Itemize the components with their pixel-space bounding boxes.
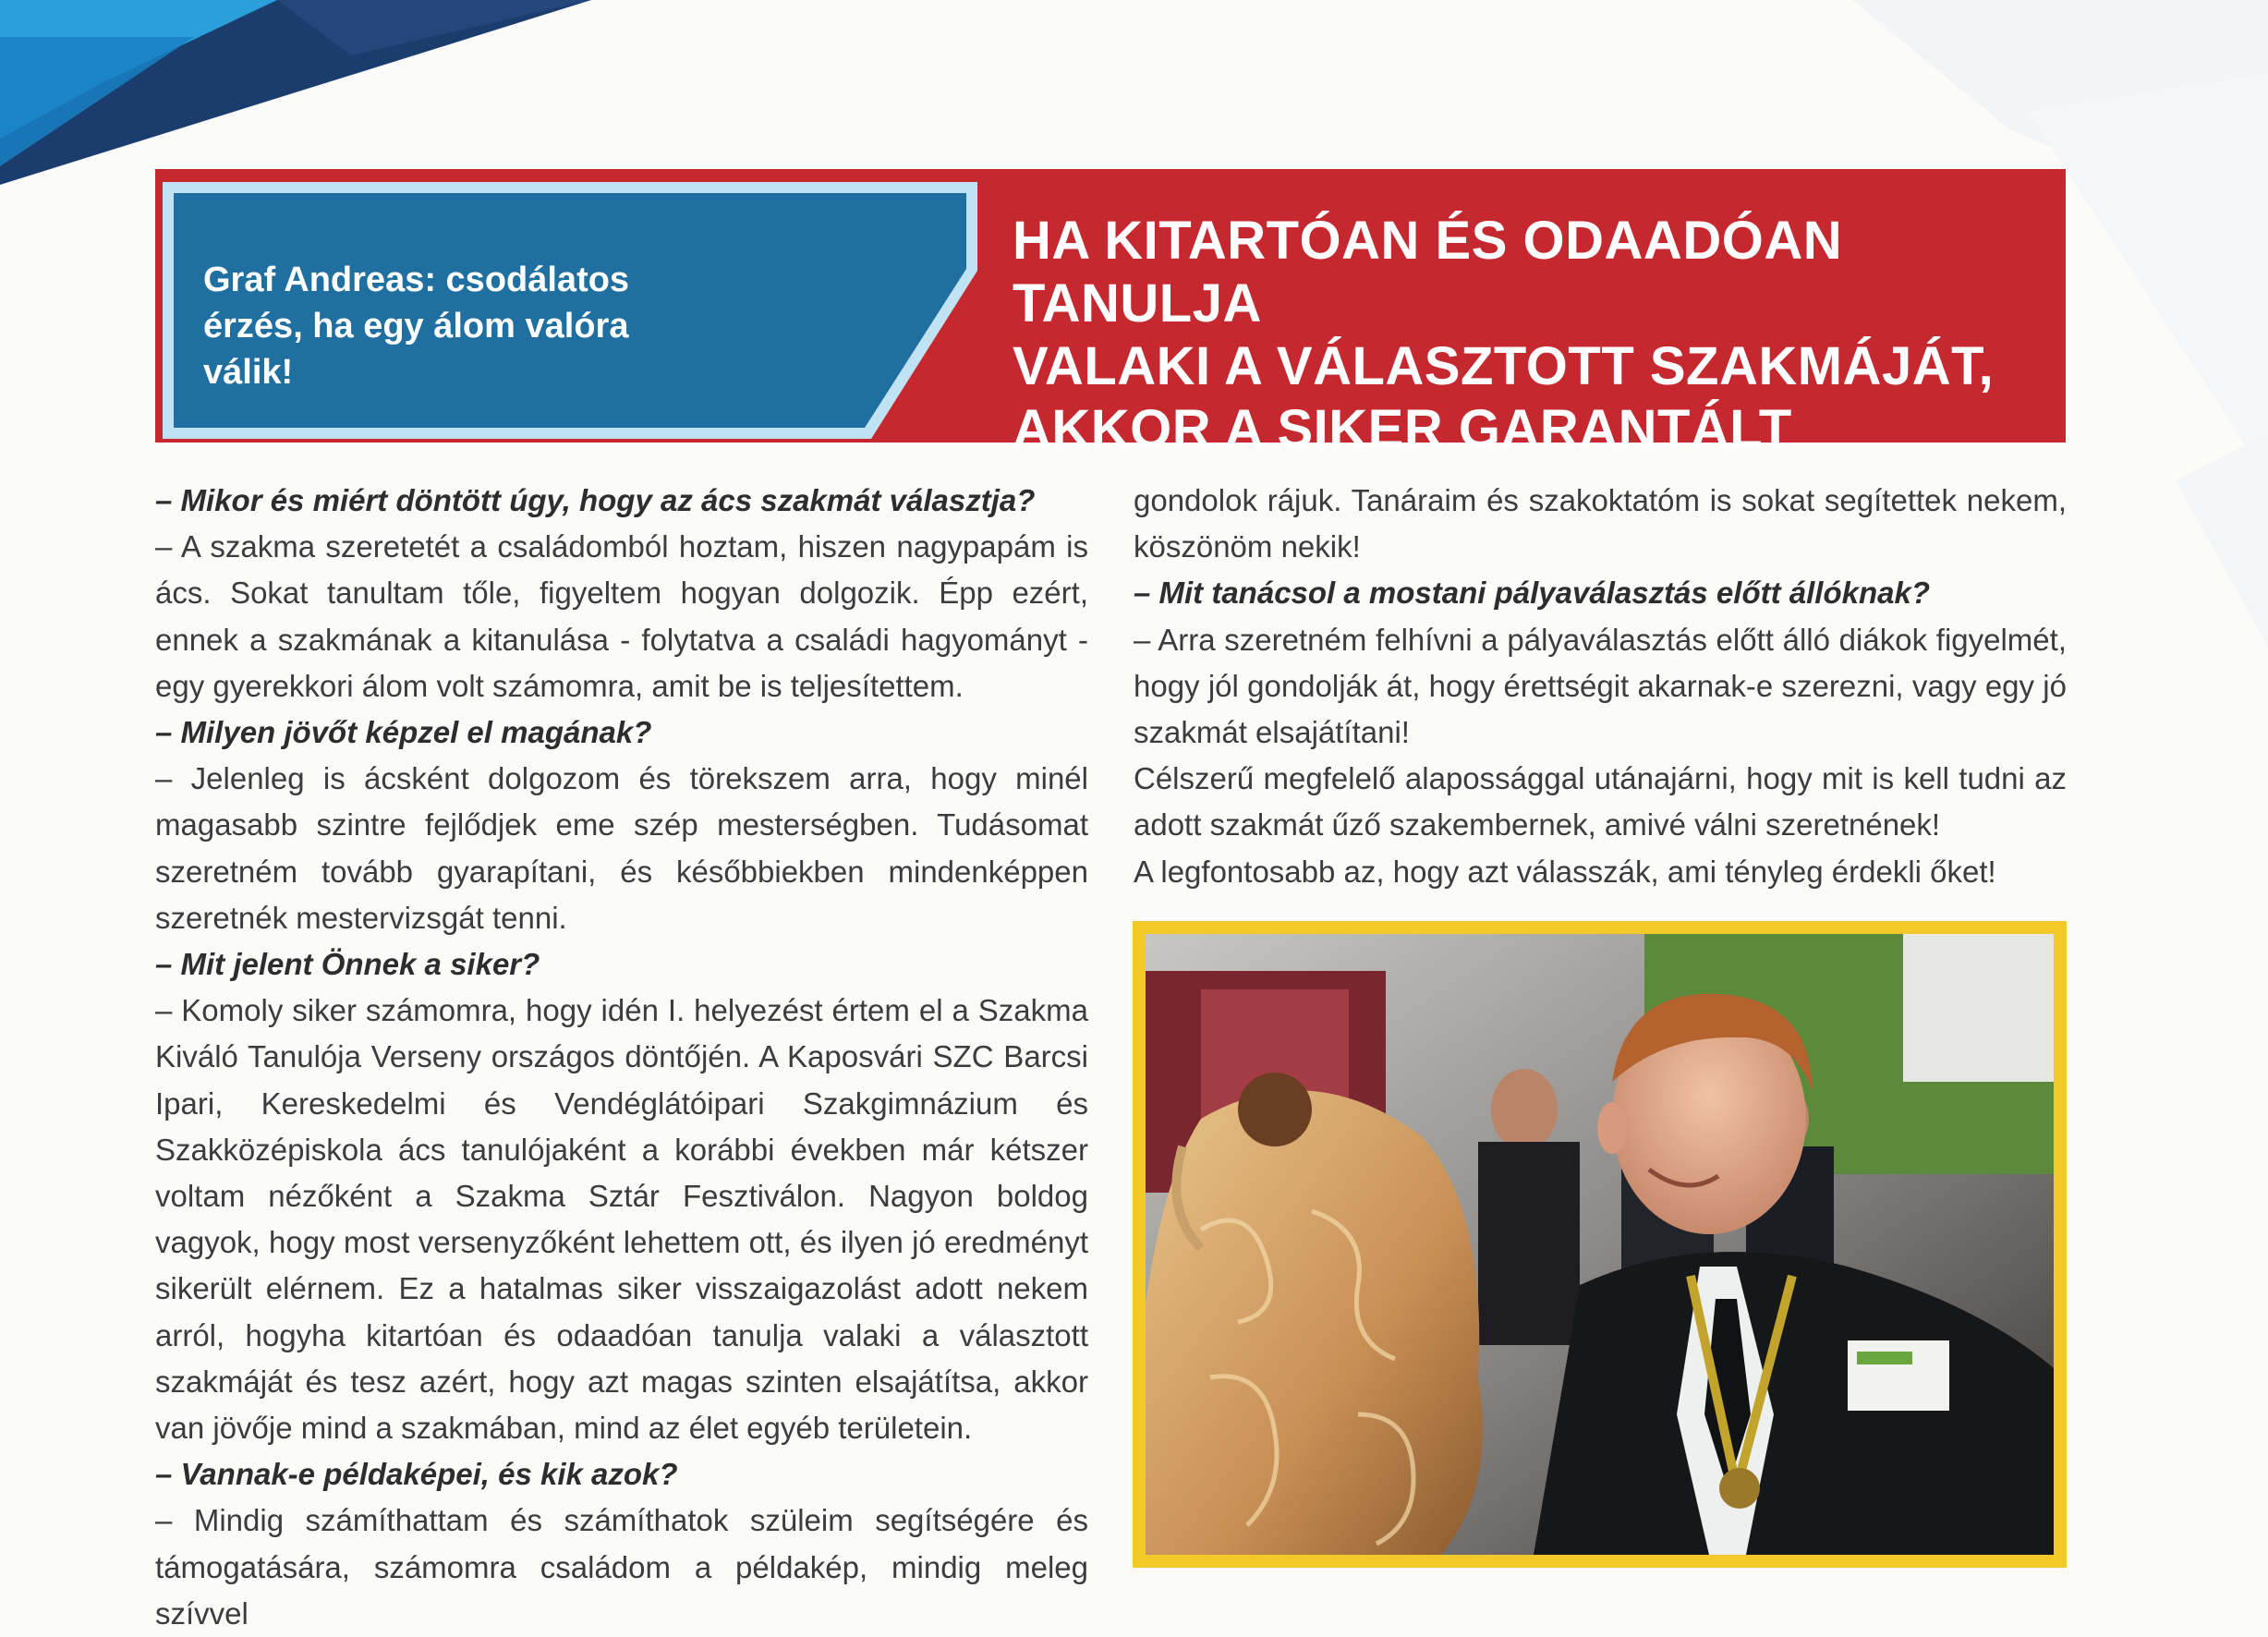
- interview-question: – Vannak-e példaképei, és kik azok?: [155, 1457, 678, 1492]
- interview-question: – Mit jelent Önnek a siker?: [155, 947, 540, 982]
- right-column: [1134, 478, 2067, 895]
- headline-line: HA KITARTÓAN ÉS ODAADÓAN TANULJA: [1013, 211, 1843, 333]
- interview-answer: – Komoly siker számomra, hogy idén I. helyezést értem el a Szakma Kiváló Tanulója Verseny országos döntőjén. A Kaposvári SZC Barcsi Ipari, Kereskedelmi és Vendéglátóipari Szakgimnázium és Szakközépiskola ács tanulójaként a korábbi években már kétszer voltam nézőként a Szakma Sztár Fesztiválon. Nagyon boldog vagyok, hogy most versenyzőként lehettem ott, és ilyen jó eredményt sikerült elérnem. Ez a hatalmas siker visszaigazolást adott nekem arról, hogyha kitartóan és odaadóan tanulja valaki a választott szakmáját és tesz azért, hogy azt magas szinten elsajátítsa, akkor van jövője mind a szakmában, mind az élet egyéb területein.: [155, 993, 1088, 1446]
- interview-answer: – Arra szeretném felhívni a pályaválasztás előtt álló diákok figyelmét, hogy jól gondolják át, hogy érettségit akarnak-e szerezni, vagy egy jó szakmát elsajátítani!: [1134, 622, 2067, 750]
- interview-answer: – Jelenleg is ácsként dolgozom és törekszem arra, hogy minél magasabb szintre fejlődjek eme szép mesterségben. Tudásomat szeretném tovább gyarapítani, és későbbiekben mindenképpen szeretnék mestervizsgát tenni.: [155, 761, 1088, 935]
- interview-answer: gondolok rájuk. Tanáraim és szakoktatóm is sokat segítettek nekem, köszönöm nekik!: [1134, 483, 2067, 564]
- sub-headline: Graf Andreas: csodálatos érzés, ha egy álom valóra válik!: [203, 261, 630, 392]
- title-banner: [155, 169, 2066, 459]
- interview-answer: Célszerű megfelelő alapossággal utánajárni, hogy mit is kell tudni az adott szakmát űző szakembernek, amivé válni szeretnének!: [1134, 761, 2067, 843]
- headline-line: VALAKI A VÁLASZTOTT SZAKMÁJÁT,: [1013, 336, 1995, 396]
- left-column: [155, 478, 1088, 1637]
- interview-question: – Mit tanácsol a mostani pályaválasztás előtt állóknak?: [1134, 576, 1930, 611]
- interview-answer: – A szakma szeretetét a családomból hoztam, hiszen nagypapám is ács. Sokat tanultam tőle, figyeltem hogyan dolgozik. Épp ezért, ennek a szakmának a kitanulása - folytatva a családi hagyományt - egy gyerekkori álom volt számomra, amit be is teljesítettem.: [155, 529, 1088, 703]
- headline-line: AKKOR A SIKER GARANTÁLT: [1013, 399, 1792, 459]
- interview-question: – Mikor és miért döntött úgy, hogy az ács szakmát választja?: [155, 483, 1036, 517]
- interview-answer: A legfontosabb az, hogy azt válasszák, ami tényleg érdekli őket!: [1134, 854, 1996, 889]
- interview-answer: – Mindig számíthattam és számíthatok szüleim segítségére és támogatására, számomra családom a példakép, mindig meleg szívvel: [155, 1503, 1088, 1631]
- student-photo: [1146, 934, 2054, 1555]
- interview-question: – Milyen jövőt képzel el magának?: [155, 715, 652, 750]
- headline: [1013, 210, 2047, 461]
- corner-decoration: [0, 0, 647, 185]
- photo-frame: [1133, 921, 2067, 1568]
